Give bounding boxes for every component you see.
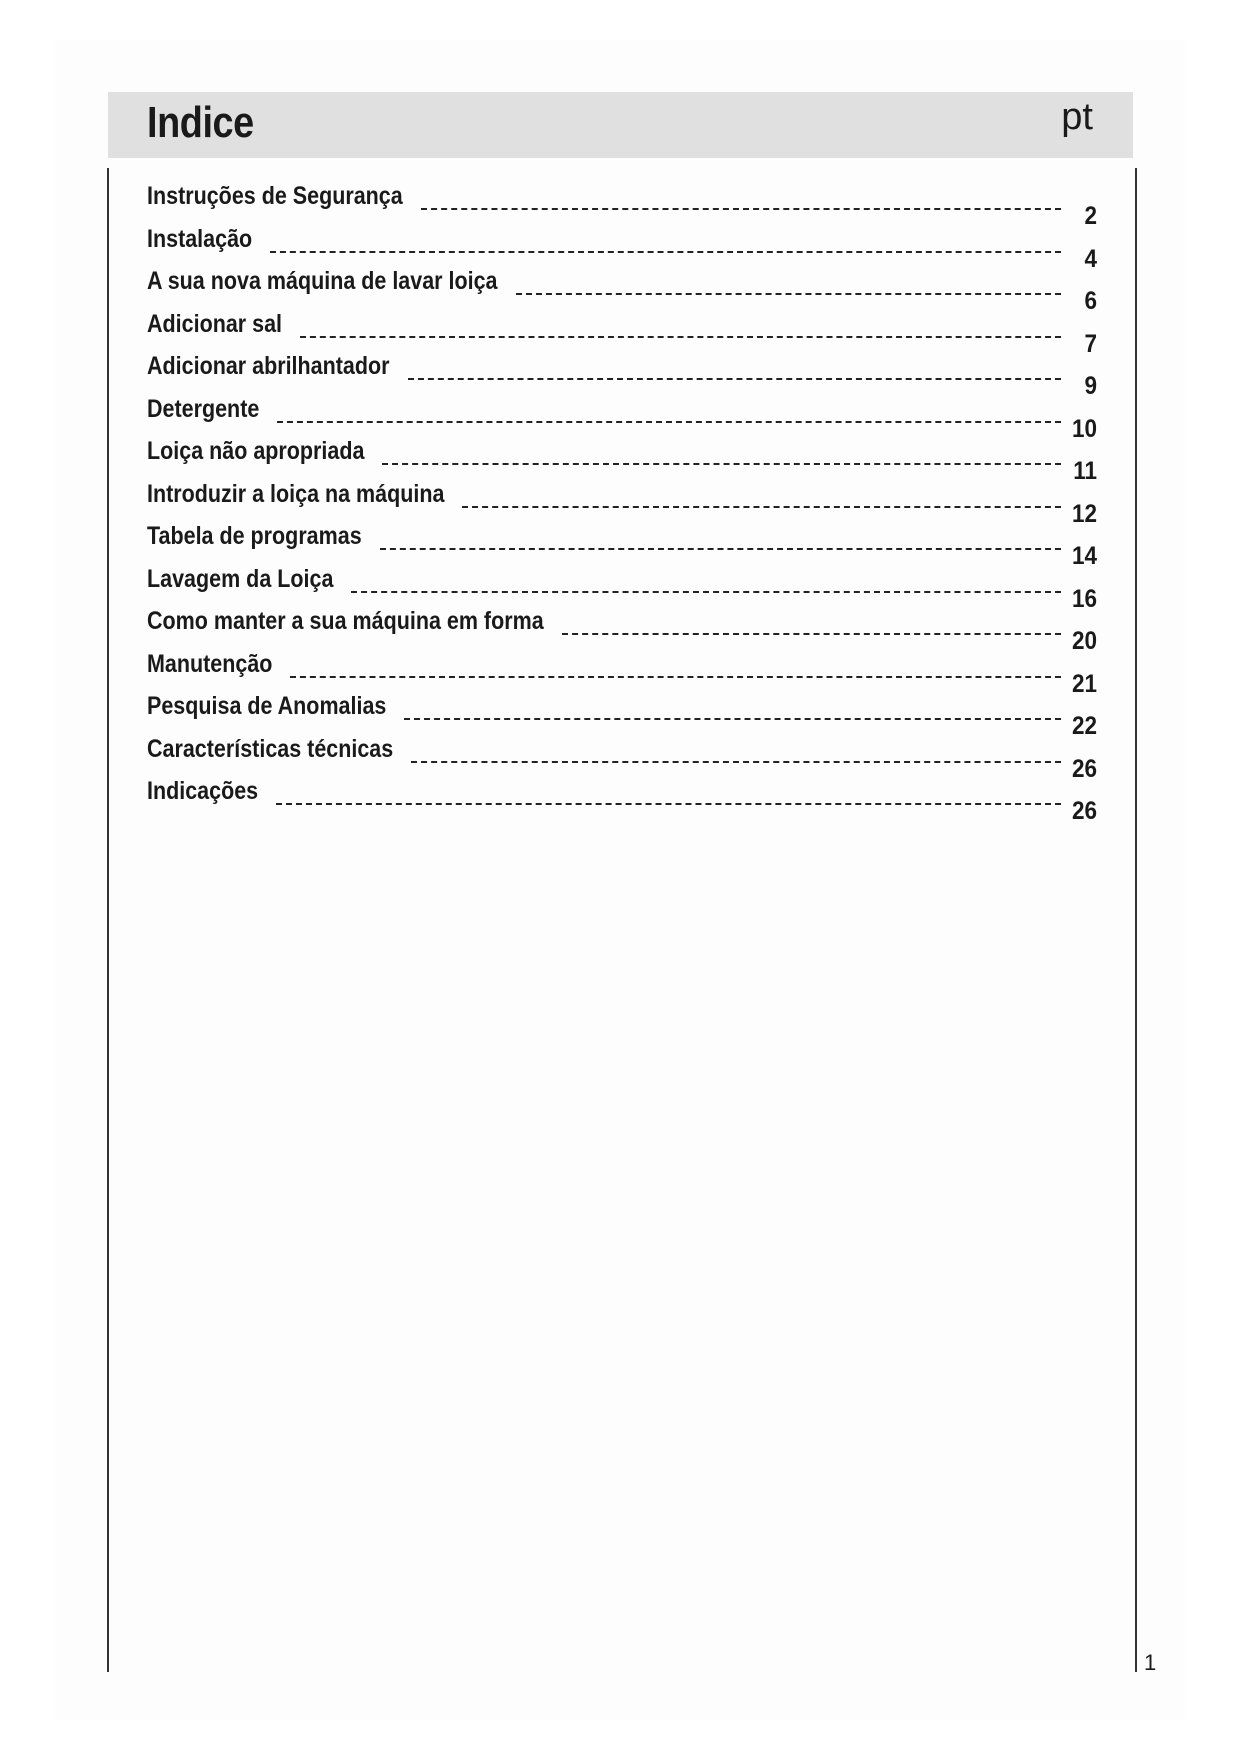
left-margin-rule xyxy=(107,168,109,1672)
toc-entry[interactable] xyxy=(147,393,1097,443)
toc-entry-page: 20 xyxy=(1071,627,1097,655)
toc-entry-label: Introduzir a loiça na máquina xyxy=(147,479,445,508)
toc-entry-label: Instalação xyxy=(147,224,253,253)
toc-entry[interactable] xyxy=(147,350,1097,400)
toc-entry-label: Adicionar abrilhantador xyxy=(147,352,390,380)
toc-entry-label: A sua nova máquina de lavar loiça xyxy=(147,267,498,295)
toc-entry-label: Indicações xyxy=(147,777,259,805)
toc-entry-label: Detergente xyxy=(147,394,260,423)
header-bar xyxy=(108,92,1133,158)
language-code: pt xyxy=(1061,96,1093,138)
right-margin-rule xyxy=(1135,168,1137,1672)
toc-entry-label: Adicionar sal xyxy=(147,309,283,338)
toc-entry-label: Manutenção xyxy=(147,649,273,678)
toc-entry-page: 10 xyxy=(1071,414,1097,443)
toc-entry[interactable] xyxy=(147,563,1097,613)
page-title: Indice xyxy=(147,98,254,147)
toc-entry[interactable] xyxy=(147,265,1097,315)
toc-entry-page: 26 xyxy=(1071,797,1097,825)
toc-entry-label: Loiça não apropriada xyxy=(147,437,365,465)
toc-entry[interactable] xyxy=(147,308,1097,358)
toc-entry-page: 9 xyxy=(1084,372,1097,400)
toc-entry[interactable] xyxy=(147,520,1097,570)
toc-entry[interactable] xyxy=(147,775,1097,825)
toc-leader xyxy=(516,293,1061,295)
toc-entry-page: 4 xyxy=(1084,244,1097,273)
toc-leader xyxy=(562,633,1061,635)
toc-entry-page: 7 xyxy=(1084,329,1097,358)
toc-entry-label: Como manter a sua máquina em forma xyxy=(147,607,544,635)
toc-entry-page: 16 xyxy=(1071,584,1097,613)
toc-entry-label: Características técnicas xyxy=(147,734,394,763)
toc-entry[interactable] xyxy=(147,690,1097,740)
toc-entry-page: 21 xyxy=(1071,669,1097,698)
toc-entry-page: 14 xyxy=(1071,542,1097,570)
toc-leader xyxy=(290,676,1061,678)
toc-entry[interactable] xyxy=(147,648,1097,698)
toc-leader xyxy=(277,421,1061,423)
toc-entry-page: 6 xyxy=(1084,287,1097,315)
toc-entry[interactable] xyxy=(147,605,1097,655)
page-number: 1 xyxy=(1144,1650,1157,1675)
toc-leader xyxy=(462,506,1061,508)
toc-leader xyxy=(404,718,1061,720)
toc-entry[interactable] xyxy=(147,435,1097,485)
toc-leader xyxy=(270,251,1061,253)
toc-entry-page: 22 xyxy=(1071,712,1097,740)
toc-entry[interactable] xyxy=(147,733,1097,783)
toc-leader xyxy=(408,378,1061,380)
toc-entry-page: 2 xyxy=(1084,202,1097,230)
table-of-contents xyxy=(147,180,1097,825)
toc-entry-page: 12 xyxy=(1071,499,1097,528)
toc-leader xyxy=(300,336,1061,338)
toc-leader xyxy=(380,548,1061,550)
toc-entry-label: Pesquisa de Anomalias xyxy=(147,692,387,720)
toc-entry[interactable] xyxy=(147,223,1097,273)
toc-leader xyxy=(351,591,1061,593)
toc-entry-label: Instruções de Segurança xyxy=(147,182,403,210)
toc-leader xyxy=(382,463,1061,465)
toc-entry[interactable] xyxy=(147,478,1097,528)
toc-entry-label: Lavagem da Loiça xyxy=(147,564,334,593)
toc-entry-page: 26 xyxy=(1071,754,1097,783)
toc-entry-label: Tabela de programas xyxy=(147,522,362,550)
toc-entry-page: 11 xyxy=(1073,457,1097,485)
toc-leader xyxy=(421,208,1061,210)
toc-entry[interactable] xyxy=(147,180,1097,230)
toc-leader xyxy=(411,761,1061,763)
toc-leader xyxy=(276,803,1061,805)
